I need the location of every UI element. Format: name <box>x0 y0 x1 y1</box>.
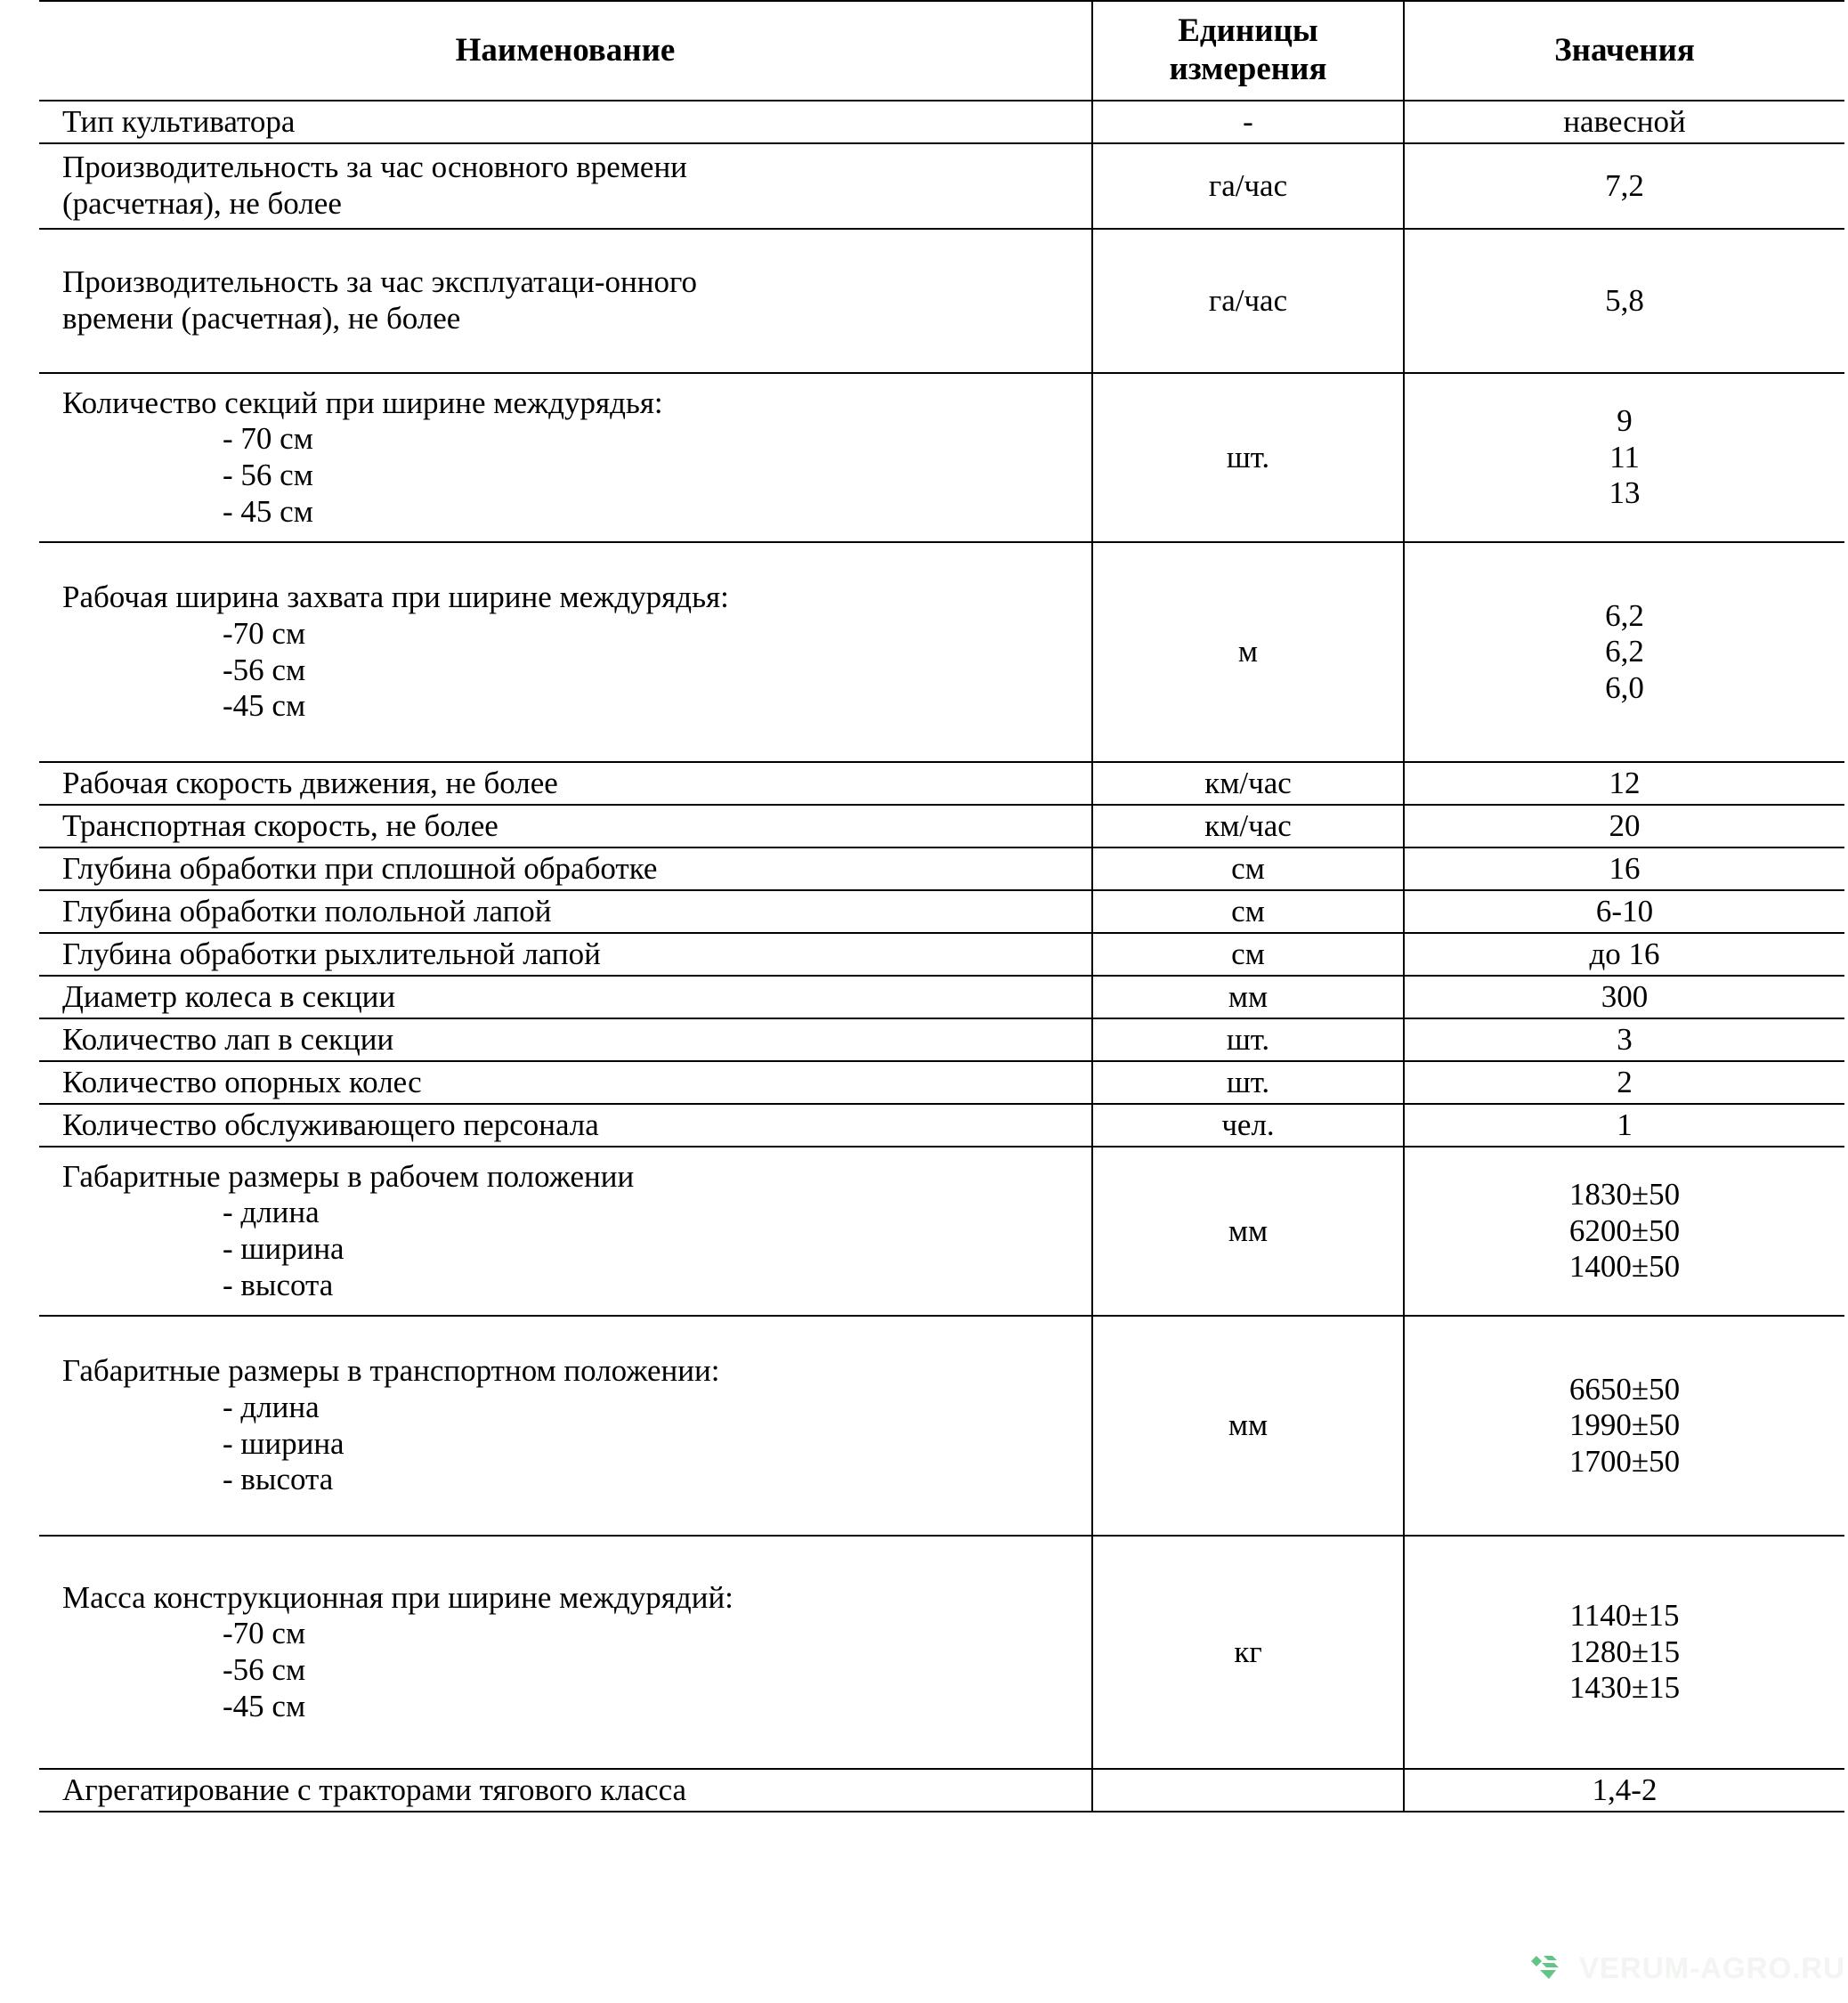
row-value-group <box>1405 1598 1844 1707</box>
table-row <box>39 143 1844 229</box>
row-value-item: 6650±50 <box>1568 1371 1681 1407</box>
row-label-title: Габаритные размеры в рабочем положении <box>62 1158 635 1194</box>
row-value: до 16 <box>1404 933 1844 976</box>
column-header-unit-line2: измерения <box>1169 51 1327 87</box>
row-unit <box>1092 1769 1404 1812</box>
row-value-item: 1700±50 <box>1568 1443 1681 1479</box>
table-row <box>39 1147 1844 1316</box>
row-unit: шт. <box>1092 373 1404 542</box>
row-label: Транспортная скорость, не более <box>39 805 1092 847</box>
row-label-title: Габаритные размеры в транспортном положении: <box>62 1353 720 1389</box>
row-sub-item: -45 см <box>223 688 306 724</box>
row-label: Количество лап в секции <box>39 1018 1092 1061</box>
row-value-group <box>1405 1177 1844 1285</box>
row-value: 300 <box>1404 976 1844 1018</box>
row-sub-item: - длина <box>223 1389 320 1424</box>
row-unit: см <box>1092 890 1404 933</box>
row-value-item: 9 <box>1617 403 1633 439</box>
row-label: Рабочая скорость движения, не более <box>39 762 1092 805</box>
table-row <box>39 229 1844 373</box>
row-sub-item: - ширина <box>223 1231 344 1266</box>
table-row <box>39 1769 1844 1812</box>
row-value-item: 1400±50 <box>1568 1249 1681 1285</box>
row-label-title: Количество секций при ширине междурядья: <box>62 385 663 420</box>
row-unit: см <box>1092 933 1404 976</box>
row-label-line2: времени (расчетная), не более <box>62 301 461 336</box>
header-row <box>39 1 1844 101</box>
row-label <box>39 1147 1092 1316</box>
row-value: 2 <box>1404 1061 1844 1104</box>
row-label <box>39 1536 1092 1769</box>
row-sub-item: -70 см <box>223 615 306 651</box>
row-label: Диаметр колеса в секции <box>39 976 1092 1018</box>
table-row <box>39 847 1844 890</box>
table-row <box>39 1316 1844 1536</box>
row-value-item: 1430±15 <box>1568 1670 1681 1706</box>
row-value: 6-10 <box>1404 890 1844 933</box>
row-value-item: 11 <box>1609 439 1640 474</box>
row-value <box>1404 1316 1844 1536</box>
row-label: Глубина обработки полольной лапой <box>39 890 1092 933</box>
row-label: Тип культиватора <box>39 101 1092 143</box>
row-sub-item: -45 см <box>223 1688 306 1723</box>
row-unit: м <box>1092 542 1404 762</box>
row-value: 12 <box>1404 762 1844 805</box>
row-label-line2: (расчетная), не более <box>62 186 342 221</box>
table-body <box>39 101 1844 1812</box>
row-label: Глубина обработки при сплошной обработке <box>39 847 1092 890</box>
row-unit: кг <box>1092 1536 1404 1769</box>
row-unit: чел. <box>1092 1104 1404 1147</box>
table-row <box>39 1536 1844 1769</box>
table-row <box>39 933 1844 976</box>
table-row <box>39 1104 1844 1147</box>
row-label <box>39 229 1092 373</box>
row-label: Количество опорных колес <box>39 1061 1092 1104</box>
row-value <box>1404 373 1844 542</box>
row-label <box>39 1316 1092 1536</box>
row-sub-item: - высота <box>223 1462 334 1497</box>
row-unit: км/час <box>1092 805 1404 847</box>
table-row <box>39 890 1844 933</box>
row-sub-item: - 45 см <box>223 493 313 529</box>
verum-agro-logo-icon <box>1529 1949 1568 1988</box>
table-row <box>39 976 1844 1018</box>
row-value: 5,8 <box>1404 229 1844 373</box>
row-sub-item: - ширина <box>223 1425 344 1461</box>
row-value-group <box>1405 1372 1844 1480</box>
row-value <box>1404 542 1844 762</box>
row-sub-item: -56 см <box>223 1652 306 1687</box>
row-value: 16 <box>1404 847 1844 890</box>
row-label <box>39 542 1092 762</box>
row-label: Агрегатирование с тракторами тягового класса <box>39 1769 1092 1812</box>
column-header-unit-line1: Единицы <box>1178 12 1318 50</box>
row-unit: мм <box>1092 1147 1404 1316</box>
row-value <box>1404 1147 1844 1316</box>
column-header-name: Наименование <box>39 1 1092 101</box>
row-value: навесной <box>1404 101 1844 143</box>
row-sub-list <box>62 421 1081 530</box>
row-label <box>39 143 1092 229</box>
row-unit: км/час <box>1092 762 1404 805</box>
row-value-group <box>1405 598 1844 707</box>
row-sub-list <box>62 1390 1081 1498</box>
column-header-unit <box>1092 1 1404 101</box>
table-row <box>39 805 1844 847</box>
row-sub-list <box>62 1616 1081 1724</box>
row-unit: см <box>1092 847 1404 890</box>
row-unit: га/час <box>1092 143 1404 229</box>
watermark-text: VERUM-AGRO.RU <box>1579 1951 1845 1984</box>
table-row <box>39 101 1844 143</box>
row-sub-item: - 70 см <box>223 421 313 457</box>
row-unit: шт. <box>1092 1061 1404 1104</box>
row-unit: га/час <box>1092 229 1404 373</box>
row-value: 7,2 <box>1404 143 1844 229</box>
row-label: Глубина обработки рыхлительной лапой <box>39 933 1092 976</box>
row-label <box>39 373 1092 542</box>
row-value-item: 6,2 <box>1605 634 1644 669</box>
row-value: 1,4-2 <box>1404 1769 1844 1812</box>
row-label-title: Рабочая ширина захвата при ширине междурядья: <box>62 580 729 615</box>
row-unit: мм <box>1092 976 1404 1018</box>
row-value-item: 1140±15 <box>1569 1598 1680 1634</box>
row-unit: - <box>1092 101 1404 143</box>
table-header <box>39 1 1844 101</box>
row-sub-list <box>62 1195 1081 1303</box>
row-value-item: 6,2 <box>1605 597 1644 633</box>
table-row <box>39 373 1844 542</box>
table-row <box>39 1061 1844 1104</box>
row-value-item: 1280±15 <box>1568 1634 1681 1669</box>
row-value <box>1404 1536 1844 1769</box>
row-label: Количество обслуживающего персонала <box>39 1104 1092 1147</box>
row-sub-item: -56 см <box>223 652 306 687</box>
row-value: 3 <box>1404 1018 1844 1061</box>
table-row <box>39 762 1844 805</box>
row-label-line1: Производительность за час эксплуатаци-онного <box>62 264 697 300</box>
table-row <box>39 542 1844 762</box>
row-sub-item: -70 см <box>223 1616 306 1651</box>
row-sub-item: - высота <box>223 1267 334 1302</box>
specifications-table <box>39 0 1844 1812</box>
row-value: 20 <box>1404 805 1844 847</box>
row-unit: мм <box>1092 1316 1404 1536</box>
row-unit: шт. <box>1092 1018 1404 1061</box>
row-value-item: 13 <box>1609 475 1641 511</box>
row-value-group <box>1405 403 1844 512</box>
row-value-item: 6,0 <box>1605 669 1644 705</box>
row-value: 1 <box>1404 1104 1844 1147</box>
row-sub-list <box>62 616 1081 725</box>
row-label-line1: Производительность за час основного времени <box>62 150 687 185</box>
watermark <box>1529 1949 1845 1988</box>
row-label-title: Масса конструкционная при ширине междурядий: <box>62 1579 734 1615</box>
row-sub-item: - длина <box>223 1195 320 1230</box>
column-header-value: Значения <box>1404 1 1844 101</box>
row-sub-item: - 56 см <box>223 458 313 492</box>
table-row <box>39 1018 1844 1061</box>
row-value-item: 1830±50 <box>1568 1177 1681 1212</box>
row-value-item: 6200±50 <box>1568 1212 1681 1248</box>
row-value-item: 1990±50 <box>1568 1407 1681 1443</box>
